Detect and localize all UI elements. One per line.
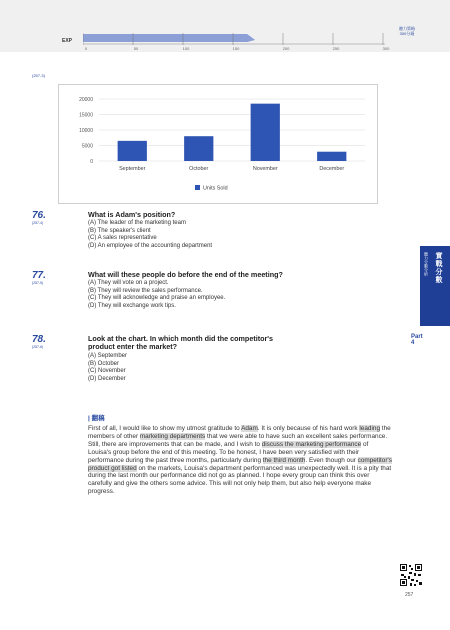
option-b[interactable]: (B) They will review the sales performance.	[88, 287, 203, 294]
qr-code-icon	[399, 563, 423, 587]
ruler-tick-label: 100	[182, 46, 190, 51]
script-highlight: Adam	[241, 425, 258, 432]
progress-fill	[83, 34, 255, 42]
ruler-tick-label: 50	[133, 46, 139, 51]
option-c[interactable]: (C) November	[88, 368, 126, 375]
options-list	[88, 220, 212, 250]
page-number: 257	[405, 592, 414, 598]
x-tick-label: December	[319, 166, 345, 172]
question-text	[88, 335, 418, 352]
bar-november	[251, 104, 280, 161]
question-reference: (257-4)	[32, 221, 44, 225]
script-highlight: the third month	[262, 456, 306, 464]
part-word: Part	[411, 334, 423, 340]
option-a[interactable]: (A) The leader of the marketing team	[88, 220, 186, 226]
ruler-tick-label: 250	[332, 46, 340, 51]
legend-swatch	[195, 185, 200, 190]
y-tick-label: 10000	[79, 128, 93, 134]
exp-label: EXP	[62, 38, 73, 44]
script-text: that we were able to have such an excellent sales performance. Still, there are improvements that can be made, and I wish to	[88, 432, 388, 448]
question-text-line: Look at the chart. In which month did the competitor's	[88, 334, 273, 343]
legend-label: Units Sold	[203, 185, 228, 192]
script-highlight: competitor's product got listed	[88, 456, 392, 472]
progress-ruler	[83, 30, 385, 46]
ruler-tick-label: 150	[232, 46, 240, 51]
y-tick-label: 15000	[79, 112, 93, 119]
section-side-tab	[420, 246, 450, 326]
x-tick-label: September	[119, 166, 146, 172]
script-text: the members of other	[88, 425, 391, 440]
script-highlight: leading	[359, 425, 381, 432]
script-text: on the markets, Louisa's department performanced was unexpectedly well. It is a pity that during the last month our performance did not go as planned. I hope every group can think this over carefully and give the others some advice. This will not only help them, but also help everyone make progress.	[88, 464, 392, 496]
option-d[interactable]: (D) An employee of the accounting department	[88, 242, 213, 249]
script-highlight: discuss the marketing performance	[261, 440, 362, 448]
script-heading: | 翻稿	[88, 415, 105, 422]
corner-badge	[392, 26, 422, 36]
script-text: of Louisa's group before the end of this meeting. To be honest, I have been very satisfied with their performance during the past three months, particularly during	[88, 440, 369, 464]
bar-september	[118, 141, 147, 161]
side-tab-subtitle: 聽力分數分析	[424, 252, 429, 276]
badge-line: 300分鐘	[399, 31, 415, 36]
bar-december	[317, 152, 346, 161]
script-text: . It is only because of his hard work	[257, 425, 360, 432]
question-reference: (257-5)	[32, 281, 44, 285]
ruler-tick-label: 0	[84, 46, 88, 51]
script-paragraph	[88, 425, 392, 496]
option-d[interactable]: (D) They will exchange work tips.	[88, 302, 176, 309]
options-list	[88, 280, 225, 310]
options-list	[88, 353, 127, 383]
script-text: . Even though our	[305, 456, 358, 464]
option-d[interactable]: (D) December	[88, 375, 126, 382]
y-tick-label: 0	[90, 159, 93, 165]
script-highlight: marketing departments	[139, 432, 206, 440]
question-text: What will these people do before the end of the meeting?	[88, 270, 283, 279]
bar-chart	[58, 84, 378, 204]
option-c[interactable]: (C) A sales representative	[88, 235, 157, 242]
bar-chart-svg	[59, 85, 377, 203]
option-c[interactable]: (C) They will acknowledge and praise an employee.	[88, 295, 226, 302]
option-b[interactable]: (B) The speaker's client	[88, 227, 151, 234]
side-tab-title: 實戰分數	[435, 252, 442, 284]
option-b[interactable]: (B) October	[88, 360, 120, 367]
y-tick-label: 5000	[81, 143, 93, 150]
question-number: 77.	[32, 270, 46, 281]
question-text: What is Adam's position?	[88, 210, 176, 219]
x-tick-label: October	[189, 166, 209, 172]
figure-reference: (257-3)	[32, 73, 45, 78]
option-a[interactable]: (A) September	[88, 353, 128, 359]
question-number: 76.	[32, 210, 46, 221]
ruler-tick-label: 300	[382, 46, 390, 51]
progress-header	[0, 0, 450, 52]
question-number: 78.	[32, 334, 46, 345]
badge-line: 聽力策略	[399, 26, 415, 31]
script-text: First of all, I would like to show my utmost gratitude to	[88, 425, 242, 432]
bar-october	[184, 136, 213, 161]
y-tick-label: 20000	[79, 97, 93, 103]
ruler-tick-label: 200	[282, 46, 290, 51]
question-reference: (257-6)	[32, 345, 44, 349]
option-a[interactable]: (A) They will vote on a project.	[88, 280, 169, 286]
question-text-line: product enter the market?	[88, 342, 178, 352]
part-label	[411, 334, 423, 346]
part-number: 4	[411, 340, 415, 346]
x-tick-label: November	[252, 166, 278, 172]
